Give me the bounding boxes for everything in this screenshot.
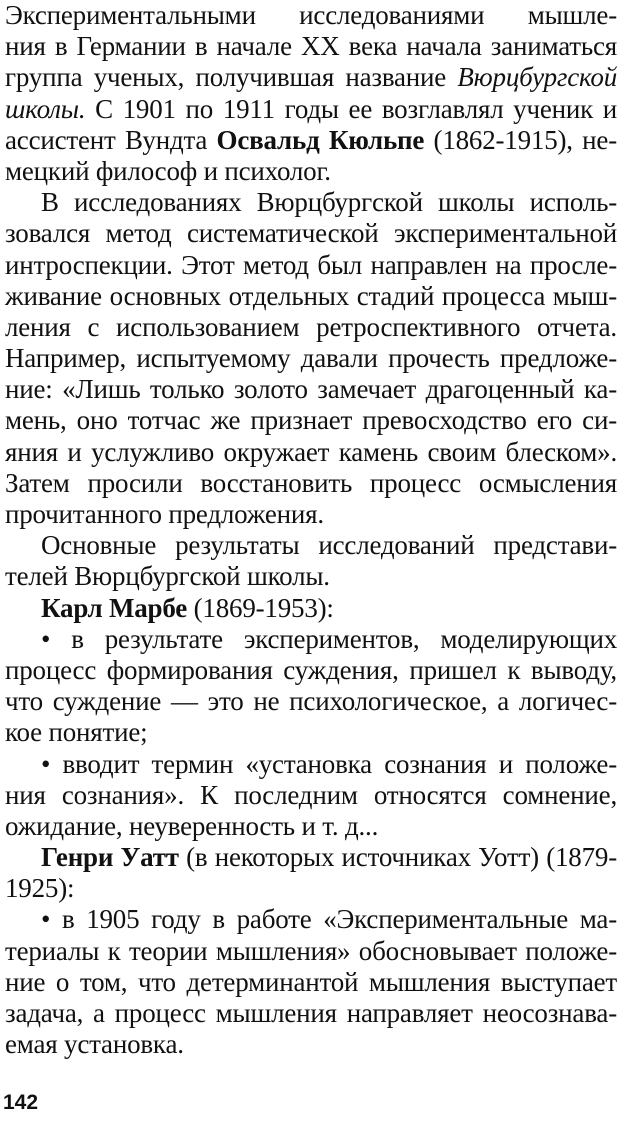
text-line [5,593,617,624]
text-line [5,717,617,748]
text-line [5,312,617,343]
text-run: С 1901 по 1911 годы ее возглавлял ученик и [85,93,617,124]
text-run: В исследованиях Вюрцбургской школы исполь- [41,187,617,218]
text-run: 1925): [5,873,75,904]
text-run: • в 1905 году в работе «Экспериментальные ма- [41,904,617,935]
text-line [5,31,617,62]
text-run: Затем просили восстановить процесс осмысления [5,467,617,498]
text-run: (1869-1953): [187,592,334,623]
text-run: кое понятие; [5,717,148,748]
text-run: мень, оно тотчас же признает превосходство его си- [5,405,617,436]
text-line [5,374,617,405]
bold-name: Карл Марбе [41,592,188,623]
text-run: телей Вюрцбургской школы. [5,561,330,592]
text-line [5,62,617,93]
text-run: (в некоторых источниках Уотт) (1879- [178,842,617,873]
text-run: ние: «Лишь только золото замечает драгоценный ка- [5,374,617,405]
text-line [5,967,617,998]
text-line [5,94,617,125]
text-line [5,1029,617,1060]
text-run: яния и услужливо окружает камень своим блеском». [5,436,617,467]
text-line [5,561,617,592]
text-run: ления с использованием ретроспективного отчета. [5,311,617,342]
text-line [5,998,617,1029]
text-line [5,811,617,842]
text-run: ассистент Вундта [5,124,217,155]
italic-term: школы. [5,93,86,124]
text-run: Основные результаты исследований представи- [41,530,617,561]
text-line [5,780,617,811]
italic-term: Вюрцбургской [457,62,617,93]
text-run: зовался метод систематической экспериментальной [5,218,617,249]
text-run: териалы к теории мышления» обосновывает положе- [5,935,617,966]
text-line [5,873,617,904]
text-line [5,187,617,218]
text-line [5,624,617,655]
text-line [5,904,617,935]
page-number: 142 [3,1091,39,1114]
text-run: • вводит термин «установка сознания и положе- [41,748,617,779]
text-line [5,281,617,312]
text-line [5,686,617,717]
text-line [5,499,617,530]
text-run: Экспериментальными исследованиями мышле- [5,0,617,30]
text-line [5,655,617,686]
bold-name: Освальд Кюльпе [216,124,425,155]
text-run: • в результате экспериментов, моделирующих [41,623,617,654]
text-run: емая установка. [5,1029,184,1060]
text-run: мецкий философ и психолог. [5,155,331,186]
text-line [5,156,617,187]
text-line [5,936,617,967]
text-line [5,437,617,468]
text-run: (1862-1915), не- [424,124,618,155]
text-line [5,125,617,156]
text-run: что суждение — это не психологическое, а логичес- [5,686,617,717]
text-line [5,405,617,436]
text-line [5,343,617,374]
text-run: процесс формирования суждения, пришел к выводу, [5,654,617,685]
text-line [5,468,617,499]
text-run: ния в Германии в начале XX века начала заниматься [5,31,617,62]
text-run: ние о том, что детерминантой мышления выступает [5,966,617,997]
text-run: ожидание, неуверенность и т. д... [5,810,379,841]
text-run: задача, а процесс мышления направляет неосознава- [5,998,617,1028]
text-line [5,250,617,281]
text-line [5,842,617,873]
text-line [5,218,617,249]
text-run: прочитанного предложения. [5,499,324,529]
text-line [5,530,617,561]
text-run: интроспекции. Этот метод был направлен на просле- [5,249,617,280]
text-line [5,0,617,31]
text-run: живание основных отдельных стадий процесса мыш- [5,280,617,311]
text-run: Например, испытуемому давали прочесть предложе- [5,343,617,374]
text-run: ния сознания». К последним относятся сомнение, [5,779,617,810]
bold-name: Генри Уатт [41,842,179,873]
text-line [5,749,617,780]
page-body [5,0,617,1060]
text-run: группа ученых, получившая название [5,62,458,93]
